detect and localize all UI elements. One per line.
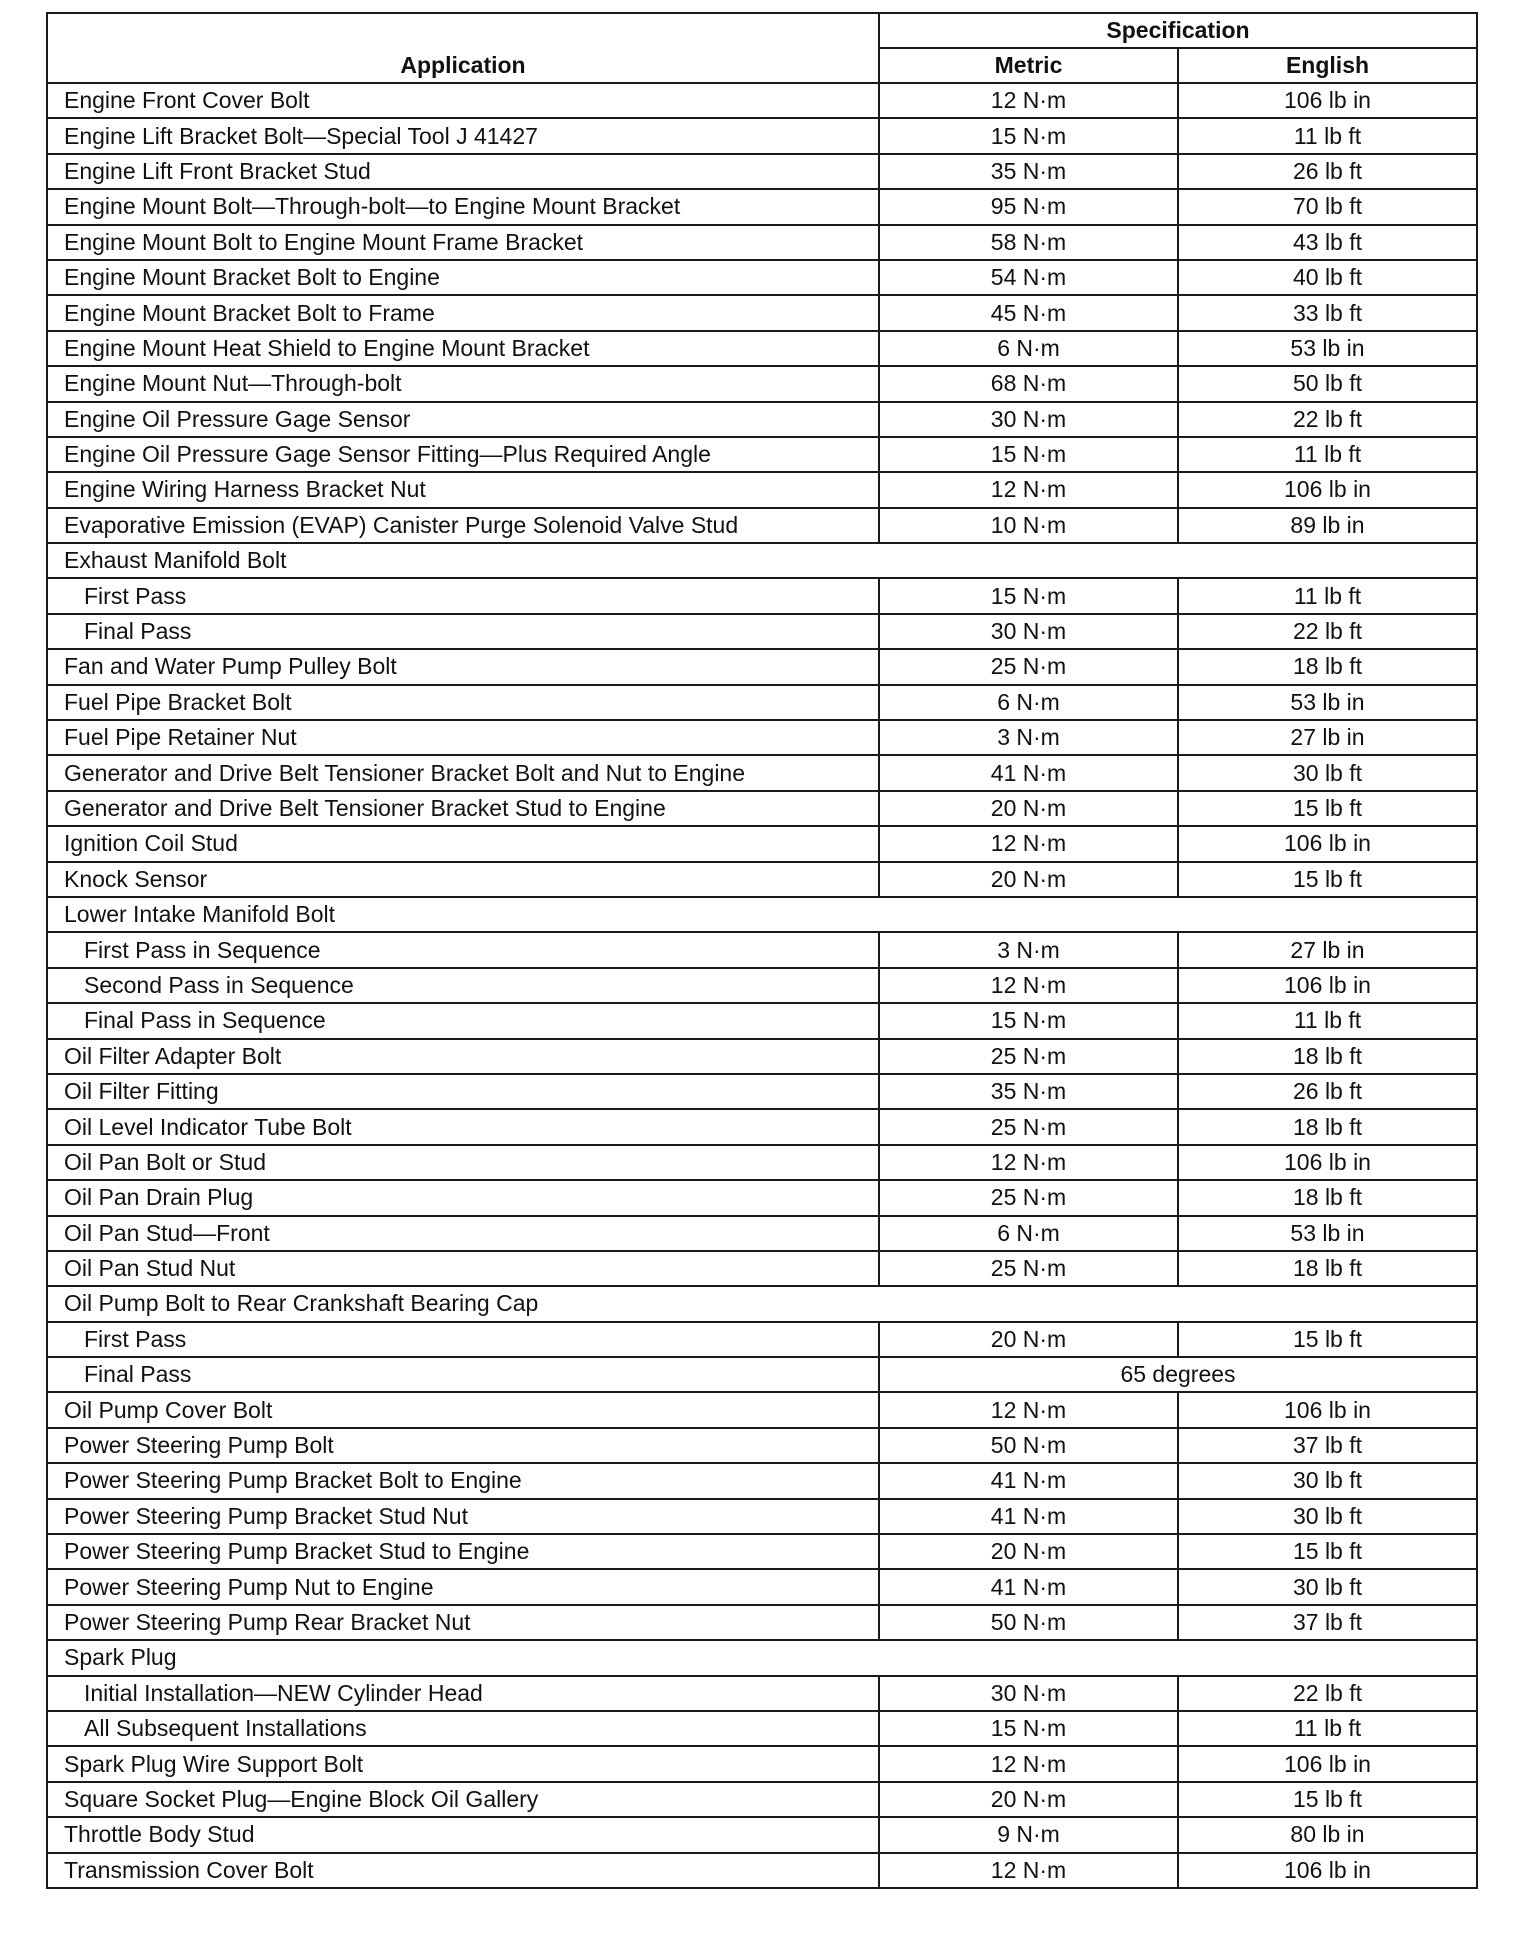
table-row (47, 1109, 1477, 1144)
application-cell: Final Pass (47, 614, 879, 649)
torque-specification-table (46, 12, 1478, 1889)
english-value-cell: 11 lb ft (1178, 1003, 1477, 1038)
application-cell: Oil Filter Fitting (47, 1074, 879, 1109)
metric-value-cell: 20 N·m (879, 862, 1178, 897)
table-row (47, 685, 1477, 720)
table-row (47, 968, 1477, 1003)
table-row (47, 189, 1477, 224)
metric-value-cell: 95 N·m (879, 189, 1178, 224)
metric-value-cell: 50 N·m (879, 1428, 1178, 1463)
application-cell: Oil Filter Adapter Bolt (47, 1039, 879, 1074)
table-row (47, 1853, 1477, 1888)
english-value-cell: 106 lb in (1178, 472, 1477, 507)
table-row (47, 826, 1477, 861)
application-cell: Fan and Water Pump Pulley Bolt (47, 649, 879, 684)
group-heading-cell: Exhaust Manifold Bolt (47, 543, 1477, 578)
metric-value-cell: 58 N·m (879, 225, 1178, 260)
table-row (47, 508, 1477, 543)
english-value-cell: 18 lb ft (1178, 1109, 1477, 1144)
english-value-cell: 26 lb ft (1178, 1074, 1477, 1109)
application-cell: Transmission Cover Bolt (47, 1853, 879, 1888)
metric-value-cell: 15 N·m (879, 1003, 1178, 1038)
header-row-top (47, 13, 1477, 48)
table-row (47, 1322, 1477, 1357)
application-cell: Engine Mount Bolt to Engine Mount Frame Bracket (47, 225, 879, 260)
table-row (47, 225, 1477, 260)
english-value-cell: 53 lb in (1178, 685, 1477, 720)
english-value-cell: 106 lb in (1178, 1392, 1477, 1427)
application-cell: Initial Installation—NEW Cylinder Head (47, 1676, 879, 1711)
application-cell: Engine Mount Bracket Bolt to Frame (47, 295, 879, 330)
english-value-cell: 106 lb in (1178, 1853, 1477, 1888)
metric-value-cell: 54 N·m (879, 260, 1178, 295)
metric-value-cell: 20 N·m (879, 791, 1178, 826)
english-value-cell: 106 lb in (1178, 968, 1477, 1003)
table-row (47, 649, 1477, 684)
table-row (47, 366, 1477, 401)
application-cell: First Pass in Sequence (47, 932, 879, 967)
english-column-header: English (1178, 48, 1477, 83)
english-value-cell: 18 lb ft (1178, 1251, 1477, 1286)
metric-value-cell: 6 N·m (879, 685, 1178, 720)
application-cell: Engine Mount Heat Shield to Engine Mount Bracket (47, 331, 879, 366)
table-row (47, 1711, 1477, 1746)
table-row (47, 1003, 1477, 1038)
english-value-cell: 27 lb in (1178, 720, 1477, 755)
specification-column-header: Specification (879, 13, 1477, 48)
metric-value-cell: 15 N·m (879, 1711, 1178, 1746)
english-value-cell: 106 lb in (1178, 83, 1477, 118)
metric-value-cell: 41 N·m (879, 1463, 1178, 1498)
application-cell: Engine Mount Bracket Bolt to Engine (47, 260, 879, 295)
table-row (47, 1817, 1477, 1852)
table-row (47, 331, 1477, 366)
table-row (47, 1746, 1477, 1781)
english-value-cell: 15 lb ft (1178, 1322, 1477, 1357)
table-row (47, 791, 1477, 826)
application-cell: Evaporative Emission (EVAP) Canister Purge Solenoid Valve Stud (47, 508, 879, 543)
application-cell: First Pass (47, 1322, 879, 1357)
english-value-cell: 37 lb ft (1178, 1428, 1477, 1463)
table-row (47, 1605, 1477, 1640)
application-cell: Power Steering Pump Bracket Stud Nut (47, 1499, 879, 1534)
english-value-cell: 18 lb ft (1178, 649, 1477, 684)
table-row (47, 1463, 1477, 1498)
metric-value-cell: 41 N·m (879, 755, 1178, 790)
table-group-row (47, 897, 1477, 932)
application-cell: Knock Sensor (47, 862, 879, 897)
application-cell: Engine Wiring Harness Bracket Nut (47, 472, 879, 507)
metric-value-cell: 12 N·m (879, 1145, 1178, 1180)
metric-value-cell: 12 N·m (879, 1392, 1178, 1427)
application-column-header: Application (47, 13, 879, 83)
application-cell: Fuel Pipe Retainer Nut (47, 720, 879, 755)
metric-value-cell: 41 N·m (879, 1499, 1178, 1534)
application-cell: Spark Plug Wire Support Bolt (47, 1746, 879, 1781)
table-row (47, 1180, 1477, 1215)
application-cell: Throttle Body Stud (47, 1817, 879, 1852)
english-value-cell: 30 lb ft (1178, 1569, 1477, 1604)
english-value-cell: 33 lb ft (1178, 295, 1477, 330)
metric-value-cell: 12 N·m (879, 968, 1178, 1003)
english-value-cell: 80 lb in (1178, 1817, 1477, 1852)
group-heading-cell: Spark Plug (47, 1640, 1477, 1675)
metric-value-cell: 10 N·m (879, 508, 1178, 543)
table-row (47, 932, 1477, 967)
table-row (47, 720, 1477, 755)
english-value-cell: 106 lb in (1178, 1746, 1477, 1781)
application-cell: Oil Pan Drain Plug (47, 1180, 879, 1215)
group-heading-cell: Lower Intake Manifold Bolt (47, 897, 1477, 932)
english-value-cell: 15 lb ft (1178, 1534, 1477, 1569)
application-cell: Engine Mount Bolt—Through-bolt—to Engine Mount Bracket (47, 189, 879, 224)
application-cell: Fuel Pipe Bracket Bolt (47, 685, 879, 720)
table-row (47, 154, 1477, 189)
metric-value-cell: 25 N·m (879, 1039, 1178, 1074)
table-row (47, 1357, 1477, 1392)
english-value-cell: 89 lb in (1178, 508, 1477, 543)
table-row (47, 1251, 1477, 1286)
table-row (47, 862, 1477, 897)
english-value-cell: 22 lb ft (1178, 402, 1477, 437)
metric-value-cell: 15 N·m (879, 118, 1178, 153)
table-row (47, 1534, 1477, 1569)
metric-value-cell: 9 N·m (879, 1817, 1178, 1852)
english-value-cell: 70 lb ft (1178, 189, 1477, 224)
table-header (47, 13, 1477, 83)
english-value-cell: 37 lb ft (1178, 1605, 1477, 1640)
metric-value-cell: 12 N·m (879, 1746, 1178, 1781)
table-group-row (47, 1640, 1477, 1675)
metric-value-cell: 50 N·m (879, 1605, 1178, 1640)
metric-value-cell: 30 N·m (879, 614, 1178, 649)
metric-value-cell: 3 N·m (879, 720, 1178, 755)
english-value-cell: 15 lb ft (1178, 862, 1477, 897)
application-cell: Power Steering Pump Rear Bracket Nut (47, 1605, 879, 1640)
metric-value-cell: 15 N·m (879, 578, 1178, 613)
metric-value-cell: 12 N·m (879, 826, 1178, 861)
table-row (47, 1782, 1477, 1817)
english-value-cell: 30 lb ft (1178, 755, 1477, 790)
metric-value-cell: 30 N·m (879, 1676, 1178, 1711)
application-cell: Ignition Coil Stud (47, 826, 879, 861)
table-row (47, 295, 1477, 330)
table-group-row (47, 1286, 1477, 1321)
metric-value-cell: 45 N·m (879, 295, 1178, 330)
metric-column-header: Metric (879, 48, 1178, 83)
english-value-cell: 26 lb ft (1178, 154, 1477, 189)
english-value-cell: 27 lb in (1178, 932, 1477, 967)
metric-value-cell: 68 N·m (879, 366, 1178, 401)
metric-value-cell: 35 N·m (879, 1074, 1178, 1109)
table-body (47, 83, 1477, 1888)
application-cell: Oil Pan Stud—Front (47, 1216, 879, 1251)
table-row (47, 614, 1477, 649)
english-value-cell: 22 lb ft (1178, 614, 1477, 649)
metric-value-cell: 25 N·m (879, 1180, 1178, 1215)
table-row (47, 1569, 1477, 1604)
table-row (47, 578, 1477, 613)
english-value-cell: 43 lb ft (1178, 225, 1477, 260)
table-row (47, 1145, 1477, 1180)
metric-value-cell: 20 N·m (879, 1534, 1178, 1569)
table-row (47, 1216, 1477, 1251)
table-row (47, 1676, 1477, 1711)
application-cell: Power Steering Pump Nut to Engine (47, 1569, 879, 1604)
english-value-cell: 53 lb in (1178, 1216, 1477, 1251)
english-value-cell: 30 lb ft (1178, 1499, 1477, 1534)
application-cell: Final Pass in Sequence (47, 1003, 879, 1038)
application-cell: Generator and Drive Belt Tensioner Bracket Bolt and Nut to Engine (47, 755, 879, 790)
metric-value-cell: 25 N·m (879, 649, 1178, 684)
table-row (47, 437, 1477, 472)
table-row (47, 472, 1477, 507)
english-value-cell: 30 lb ft (1178, 1463, 1477, 1498)
table-row (47, 83, 1477, 118)
english-value-cell: 18 lb ft (1178, 1180, 1477, 1215)
group-heading-cell: Oil Pump Bolt to Rear Crankshaft Bearing Cap (47, 1286, 1477, 1321)
metric-value-cell: 6 N·m (879, 1216, 1178, 1251)
table-row (47, 1428, 1477, 1463)
english-value-cell: 40 lb ft (1178, 260, 1477, 295)
application-cell: Oil Pan Bolt or Stud (47, 1145, 879, 1180)
application-cell: Engine Lift Bracket Bolt—Special Tool J 41427 (47, 118, 879, 153)
metric-value-cell: 20 N·m (879, 1782, 1178, 1817)
english-value-cell: 18 lb ft (1178, 1039, 1477, 1074)
application-cell: Engine Lift Front Bracket Stud (47, 154, 879, 189)
table-group-row (47, 543, 1477, 578)
english-value-cell: 11 lb ft (1178, 437, 1477, 472)
metric-value-cell: 25 N·m (879, 1251, 1178, 1286)
metric-value-cell: 12 N·m (879, 1853, 1178, 1888)
english-value-cell: 11 lb ft (1178, 578, 1477, 613)
english-value-cell: 53 lb in (1178, 331, 1477, 366)
english-value-cell: 106 lb in (1178, 826, 1477, 861)
application-cell: Oil Pan Stud Nut (47, 1251, 879, 1286)
application-cell: Power Steering Pump Bracket Stud to Engine (47, 1534, 879, 1569)
metric-value-cell: 12 N·m (879, 83, 1178, 118)
metric-value-cell: 15 N·m (879, 437, 1178, 472)
english-value-cell: 22 lb ft (1178, 1676, 1477, 1711)
application-cell: First Pass (47, 578, 879, 613)
application-cell: Engine Oil Pressure Gage Sensor Fitting—Plus Required Angle (47, 437, 879, 472)
metric-value-cell: 3 N·m (879, 932, 1178, 967)
english-value-cell: 15 lb ft (1178, 791, 1477, 826)
metric-value-cell: 6 N·m (879, 331, 1178, 366)
english-value-cell: 15 lb ft (1178, 1782, 1477, 1817)
application-cell: All Subsequent Installations (47, 1711, 879, 1746)
spanning-value-cell: 65 degrees (879, 1357, 1477, 1392)
application-cell: Second Pass in Sequence (47, 968, 879, 1003)
table-row (47, 1039, 1477, 1074)
application-cell: Engine Oil Pressure Gage Sensor (47, 402, 879, 437)
table-row (47, 1392, 1477, 1427)
english-value-cell: 50 lb ft (1178, 366, 1477, 401)
english-value-cell: 11 lb ft (1178, 118, 1477, 153)
english-value-cell: 106 lb in (1178, 1145, 1477, 1180)
application-cell: Power Steering Pump Bolt (47, 1428, 879, 1463)
application-cell: Final Pass (47, 1357, 879, 1392)
application-cell: Square Socket Plug—Engine Block Oil Gallery (47, 1782, 879, 1817)
application-cell: Engine Mount Nut—Through-bolt (47, 366, 879, 401)
table-row (47, 1499, 1477, 1534)
application-cell: Engine Front Cover Bolt (47, 83, 879, 118)
metric-value-cell: 20 N·m (879, 1322, 1178, 1357)
table-row (47, 402, 1477, 437)
metric-value-cell: 25 N·m (879, 1109, 1178, 1144)
metric-value-cell: 12 N·m (879, 472, 1178, 507)
english-value-cell: 11 lb ft (1178, 1711, 1477, 1746)
table-row (47, 1074, 1477, 1109)
metric-value-cell: 35 N·m (879, 154, 1178, 189)
metric-value-cell: 41 N·m (879, 1569, 1178, 1604)
table-row (47, 118, 1477, 153)
table-row (47, 260, 1477, 295)
application-cell: Power Steering Pump Bracket Bolt to Engine (47, 1463, 879, 1498)
table-row (47, 755, 1477, 790)
application-cell: Oil Pump Cover Bolt (47, 1392, 879, 1427)
metric-value-cell: 30 N·m (879, 402, 1178, 437)
application-cell: Oil Level Indicator Tube Bolt (47, 1109, 879, 1144)
application-cell: Generator and Drive Belt Tensioner Bracket Stud to Engine (47, 791, 879, 826)
